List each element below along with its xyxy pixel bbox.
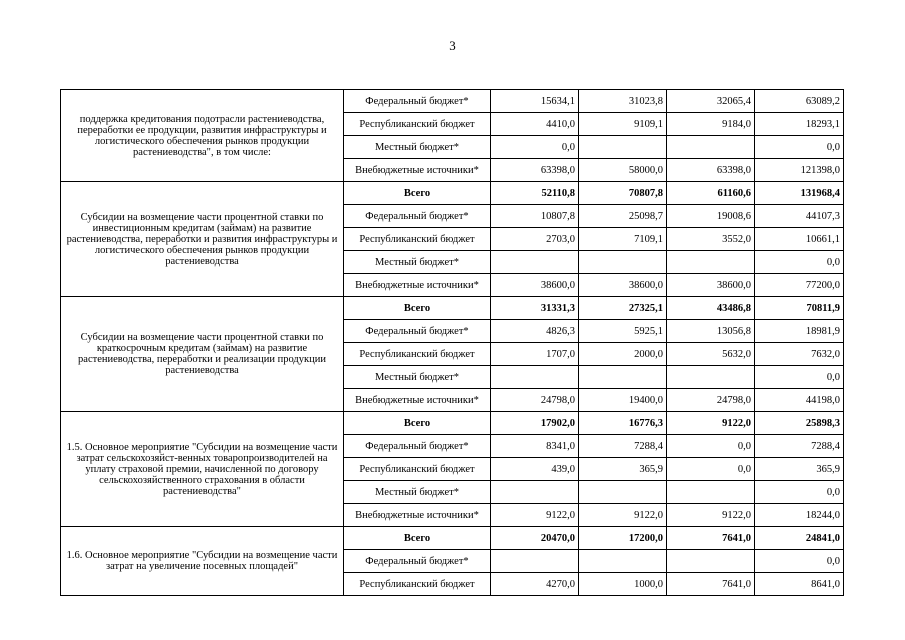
funding-source-cell: Федеральный бюджет* bbox=[344, 205, 491, 228]
total-value-cell: 0,0 bbox=[755, 251, 844, 274]
funding-source-cell: Внебюджетные источники* bbox=[344, 389, 491, 412]
year2-value-cell bbox=[579, 136, 667, 159]
year2-value-cell: 16776,3 bbox=[579, 412, 667, 435]
year3-value-cell: 7641,0 bbox=[667, 573, 755, 596]
year1-value-cell: 63398,0 bbox=[491, 159, 579, 182]
year2-value-cell: 5925,1 bbox=[579, 320, 667, 343]
funding-source-cell: Местный бюджет* bbox=[344, 136, 491, 159]
total-value-cell: 0,0 bbox=[755, 366, 844, 389]
year1-value-cell: 10807,8 bbox=[491, 205, 579, 228]
year1-value-cell bbox=[491, 481, 579, 504]
total-value-cell: 365,9 bbox=[755, 458, 844, 481]
total-value-cell: 24841,0 bbox=[755, 527, 844, 550]
activity-description: Субсидии на возмещение части процентной ставки по инвестиционным кредитам (займам) на развитие растениеводства, переработки и развития инфраструктуры и логистического обеспечения рынков продукции растениеводства bbox=[61, 182, 344, 297]
total-value-cell: 18981,9 bbox=[755, 320, 844, 343]
year1-value-cell: 52110,8 bbox=[491, 182, 579, 205]
table-row bbox=[61, 527, 844, 550]
funding-source-cell: Внебюджетные источники* bbox=[344, 159, 491, 182]
year2-value-cell bbox=[579, 366, 667, 389]
year2-value-cell bbox=[579, 550, 667, 573]
page-number: 3 bbox=[449, 38, 456, 53]
year1-value-cell: 15634,1 bbox=[491, 90, 579, 113]
year3-value-cell bbox=[667, 136, 755, 159]
funding-source-cell: Всего bbox=[344, 182, 491, 205]
year1-value-cell: 1707,0 bbox=[491, 343, 579, 366]
year3-value-cell bbox=[667, 481, 755, 504]
total-value-cell: 18293,1 bbox=[755, 113, 844, 136]
year2-value-cell: 17200,0 bbox=[579, 527, 667, 550]
activity-description: 1.6. Основное мероприятие "Субсидии на возмещение части затрат на увеличение посевных площадей" bbox=[61, 527, 344, 596]
year1-value-cell: 8341,0 bbox=[491, 435, 579, 458]
total-value-cell: 121398,0 bbox=[755, 159, 844, 182]
year3-value-cell: 32065,4 bbox=[667, 90, 755, 113]
funding-source-cell: Местный бюджет* bbox=[344, 251, 491, 274]
year3-value-cell: 3552,0 bbox=[667, 228, 755, 251]
year1-value-cell: 17902,0 bbox=[491, 412, 579, 435]
funding-source-cell: Федеральный бюджет* bbox=[344, 435, 491, 458]
year1-value-cell: 2703,0 bbox=[491, 228, 579, 251]
year3-value-cell: 0,0 bbox=[667, 435, 755, 458]
year3-value-cell: 24798,0 bbox=[667, 389, 755, 412]
funding-source-cell: Федеральный бюджет* bbox=[344, 90, 491, 113]
total-value-cell: 44107,3 bbox=[755, 205, 844, 228]
total-value-cell: 70811,9 bbox=[755, 297, 844, 320]
year1-value-cell: 4410,0 bbox=[491, 113, 579, 136]
year1-value-cell: 4270,0 bbox=[491, 573, 579, 596]
total-value-cell: 0,0 bbox=[755, 550, 844, 573]
year2-value-cell bbox=[579, 481, 667, 504]
total-value-cell: 7288,4 bbox=[755, 435, 844, 458]
year1-value-cell: 0,0 bbox=[491, 136, 579, 159]
year1-value-cell: 31331,3 bbox=[491, 297, 579, 320]
year2-value-cell: 1000,0 bbox=[579, 573, 667, 596]
table-row bbox=[61, 297, 844, 320]
year3-value-cell: 61160,6 bbox=[667, 182, 755, 205]
funding-source-cell: Всего bbox=[344, 412, 491, 435]
year3-value-cell: 9122,0 bbox=[667, 504, 755, 527]
year2-value-cell: 58000,0 bbox=[579, 159, 667, 182]
funding-source-cell: Местный бюджет* bbox=[344, 481, 491, 504]
funding-source-cell: Республиканский бюджет bbox=[344, 113, 491, 136]
funding-source-cell: Федеральный бюджет* bbox=[344, 550, 491, 573]
year3-value-cell: 38600,0 bbox=[667, 274, 755, 297]
funding-source-cell: Всего bbox=[344, 527, 491, 550]
year2-value-cell: 365,9 bbox=[579, 458, 667, 481]
year3-value-cell bbox=[667, 550, 755, 573]
funding-source-cell: Внебюджетные источники* bbox=[344, 504, 491, 527]
year2-value-cell: 7109,1 bbox=[579, 228, 667, 251]
table-row bbox=[61, 182, 844, 205]
total-value-cell: 44198,0 bbox=[755, 389, 844, 412]
funding-source-cell: Местный бюджет* bbox=[344, 366, 491, 389]
year3-value-cell: 63398,0 bbox=[667, 159, 755, 182]
year3-value-cell: 9184,0 bbox=[667, 113, 755, 136]
year1-value-cell: 4826,3 bbox=[491, 320, 579, 343]
table-row bbox=[61, 412, 844, 435]
table-row bbox=[61, 90, 844, 113]
year1-value-cell bbox=[491, 366, 579, 389]
year1-value-cell: 9122,0 bbox=[491, 504, 579, 527]
funding-source-cell: Республиканский бюджет bbox=[344, 573, 491, 596]
year1-value-cell bbox=[491, 550, 579, 573]
year1-value-cell bbox=[491, 251, 579, 274]
year3-value-cell bbox=[667, 366, 755, 389]
budget-table bbox=[60, 89, 844, 596]
year3-value-cell: 43486,8 bbox=[667, 297, 755, 320]
year2-value-cell: 9109,1 bbox=[579, 113, 667, 136]
funding-source-cell: Республиканский бюджет bbox=[344, 458, 491, 481]
year2-value-cell: 2000,0 bbox=[579, 343, 667, 366]
funding-source-cell: Всего bbox=[344, 297, 491, 320]
total-value-cell: 8641,0 bbox=[755, 573, 844, 596]
year3-value-cell: 0,0 bbox=[667, 458, 755, 481]
total-value-cell: 131968,4 bbox=[755, 182, 844, 205]
year3-value-cell: 5632,0 bbox=[667, 343, 755, 366]
year2-value-cell: 27325,1 bbox=[579, 297, 667, 320]
year1-value-cell: 20470,0 bbox=[491, 527, 579, 550]
year3-value-cell: 9122,0 bbox=[667, 412, 755, 435]
total-value-cell: 0,0 bbox=[755, 481, 844, 504]
activity-description: 1.5. Основное мероприятие "Субсидии на возмещение части затрат сельскохозяйст-венных товаропроизводителей на уплату страховой премии, начисленной по договору сельскохозяйственного страхования в области растениеводства" bbox=[61, 412, 344, 527]
total-value-cell: 10661,1 bbox=[755, 228, 844, 251]
year3-value-cell: 7641,0 bbox=[667, 527, 755, 550]
year2-value-cell: 38600,0 bbox=[579, 274, 667, 297]
funding-source-cell: Внебюджетные источники* bbox=[344, 274, 491, 297]
total-value-cell: 63089,2 bbox=[755, 90, 844, 113]
funding-source-cell: Федеральный бюджет* bbox=[344, 320, 491, 343]
year1-value-cell: 439,0 bbox=[491, 458, 579, 481]
funding-source-cell: Республиканский бюджет bbox=[344, 343, 491, 366]
year3-value-cell bbox=[667, 251, 755, 274]
activity-description: поддержка кредитования подотрасли растениеводства, переработки ее продукции, развития инфраструктуры и логистического обеспечения рынков продукции растениеводства", в том числе: bbox=[61, 90, 344, 182]
year2-value-cell: 9122,0 bbox=[579, 504, 667, 527]
total-value-cell: 25898,3 bbox=[755, 412, 844, 435]
year2-value-cell bbox=[579, 251, 667, 274]
year2-value-cell: 19400,0 bbox=[579, 389, 667, 412]
year3-value-cell: 13056,8 bbox=[667, 320, 755, 343]
year2-value-cell: 31023,8 bbox=[579, 90, 667, 113]
year2-value-cell: 7288,4 bbox=[579, 435, 667, 458]
year1-value-cell: 24798,0 bbox=[491, 389, 579, 412]
total-value-cell: 0,0 bbox=[755, 136, 844, 159]
total-value-cell: 18244,0 bbox=[755, 504, 844, 527]
year2-value-cell: 70807,8 bbox=[579, 182, 667, 205]
year1-value-cell: 38600,0 bbox=[491, 274, 579, 297]
total-value-cell: 7632,0 bbox=[755, 343, 844, 366]
year2-value-cell: 25098,7 bbox=[579, 205, 667, 228]
activity-description: Субсидии на возмещение части процентной ставки по краткосрочным кредитам (займам) на развитие растениеводства, переработки и реализации продукции растениеводства bbox=[61, 297, 344, 412]
funding-source-cell: Республиканский бюджет bbox=[344, 228, 491, 251]
year3-value-cell: 19008,6 bbox=[667, 205, 755, 228]
total-value-cell: 77200,0 bbox=[755, 274, 844, 297]
